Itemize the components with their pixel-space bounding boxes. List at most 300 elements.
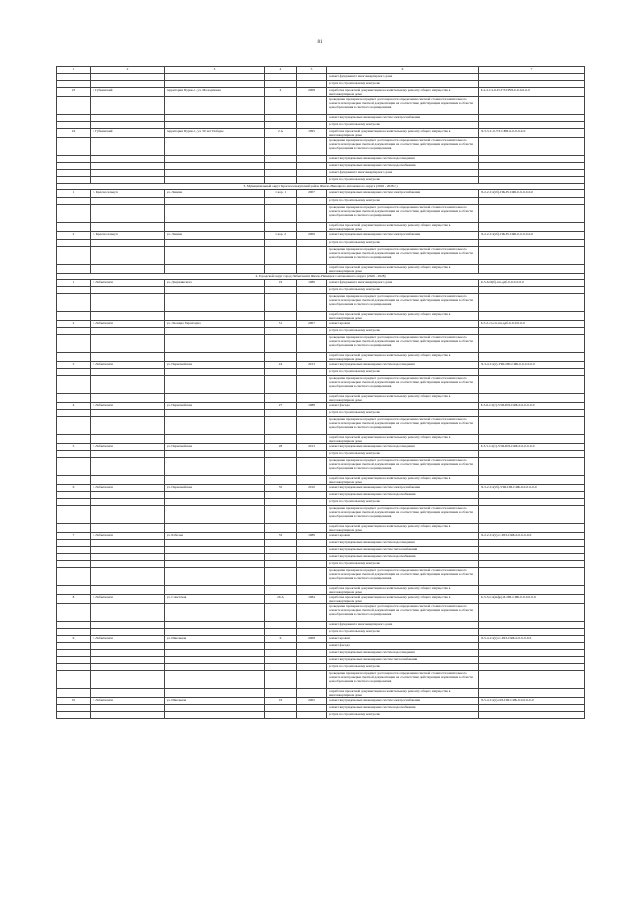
work-type xyxy=(327,223,479,232)
house-number xyxy=(265,403,297,410)
empty-cell xyxy=(297,163,327,170)
work-type xyxy=(327,712,479,719)
work-type-text: услуги по строительному контролю xyxy=(328,451,381,455)
building-code-text: П-5-4-Сл(т)-ОЛ-ПП-СЯБ-0-0-0-0-0-0 xyxy=(480,698,534,702)
building-row xyxy=(57,280,585,287)
empty-cell xyxy=(165,74,265,81)
settlement xyxy=(91,321,165,328)
work-type-text: услуги по строительному контролю xyxy=(328,240,381,244)
work-row xyxy=(57,435,585,444)
empty-cell xyxy=(165,547,265,554)
work-type-text: разработка проектной документации на капитальному ремонту общего имущества в многоквартирном доме xyxy=(328,223,451,231)
empty-cell xyxy=(265,568,297,586)
building-row xyxy=(57,403,585,410)
empty-cell xyxy=(297,476,327,485)
work-row xyxy=(57,328,585,335)
empty-cell xyxy=(297,97,327,115)
empty-cell xyxy=(265,163,297,170)
work-row xyxy=(57,353,585,362)
empty-cell xyxy=(57,312,91,321)
empty-cell xyxy=(265,376,297,394)
empty-cell xyxy=(265,177,297,184)
work-row xyxy=(57,198,585,205)
row-number-text: 7 xyxy=(72,533,75,537)
work-row xyxy=(57,664,585,671)
empty-cell xyxy=(165,622,265,629)
empty-cell xyxy=(165,561,265,568)
work-type xyxy=(327,586,479,595)
work-row xyxy=(57,394,585,403)
empty-cell xyxy=(57,524,91,533)
street-address xyxy=(165,403,265,410)
house-number-text: 2 А xyxy=(278,129,283,133)
work-type-text: ремонт внутридомовых инженерных систем электроснабжения xyxy=(328,698,420,702)
empty-cell xyxy=(479,115,585,122)
empty-cell xyxy=(57,394,91,403)
work-type xyxy=(327,524,479,533)
empty-cell xyxy=(265,115,297,122)
empty-cell xyxy=(297,247,327,265)
work-type xyxy=(327,312,479,321)
work-type xyxy=(327,376,479,394)
empty-cell xyxy=(297,540,327,547)
street-address xyxy=(165,595,265,604)
empty-cell xyxy=(57,294,91,312)
empty-cell xyxy=(297,622,327,629)
street-address xyxy=(165,232,265,240)
empty-cell xyxy=(165,586,265,595)
empty-cell xyxy=(57,650,91,657)
work-type xyxy=(327,287,479,294)
empty-cell xyxy=(479,604,585,622)
empty-cell xyxy=(165,689,265,698)
row-number-text: 3 xyxy=(72,362,75,366)
building-row xyxy=(57,636,585,643)
work-type-text: ремонт внутридомовых инженерных систем водоснабжения xyxy=(328,554,416,558)
settlement-text: г. Лабытнанги xyxy=(92,280,113,284)
work-type-text: ремонт внутридомовых инженерных систем водоотведения xyxy=(328,540,415,544)
work-row xyxy=(57,312,585,321)
work-type xyxy=(327,533,479,540)
empty-cell xyxy=(91,435,165,444)
empty-cell xyxy=(91,369,165,376)
empty-cell xyxy=(265,657,297,664)
building-code xyxy=(479,232,585,240)
empty-cell xyxy=(479,451,585,458)
empty-cell xyxy=(91,265,165,274)
work-type-text: проведение проверки на предмет достоверности определения сметной стоимости капитального ремонта или проверки сметной документации на соответствие действующим нормативам в области ценообразования в сметного нормирования xyxy=(328,205,473,218)
row-number xyxy=(57,444,91,451)
building-code xyxy=(479,444,585,451)
empty-cell xyxy=(57,376,91,394)
work-type-text: проведение проверки на предмет достоверности определения сметной стоимости капитального ремонта или проверки сметной документации на соответствие действующим нормативам в области ценообразования в сметного нормирования xyxy=(328,97,473,110)
empty-cell xyxy=(91,376,165,394)
empty-cell xyxy=(91,198,165,205)
empty-cell xyxy=(57,561,91,568)
work-row xyxy=(57,97,585,115)
building-code-text: Б-3-6-Сл(т)-УШ-ПП-СЯБ-0-0-0-0-0-0 xyxy=(480,403,535,407)
empty-cell xyxy=(297,643,327,650)
empty-cell xyxy=(479,81,585,88)
empty-cell xyxy=(479,177,585,184)
year-built xyxy=(297,403,327,410)
building-code-text: П-2-2-Сл(тб)-ПК-Н-СЯБ-0-0-0-0-0-0 xyxy=(480,190,534,194)
empty-cell xyxy=(57,451,91,458)
empty-cell xyxy=(479,554,585,561)
work-row xyxy=(57,410,585,417)
work-type-text: услуги по строительному контролю xyxy=(328,712,381,716)
year-built-text: 1984 xyxy=(308,595,315,599)
work-type xyxy=(327,74,479,81)
header-cell: 7 xyxy=(479,67,585,74)
work-row xyxy=(57,287,585,294)
building-code xyxy=(479,129,585,138)
empty-cell xyxy=(479,712,585,719)
header-cell: 3 xyxy=(165,67,265,74)
building-row xyxy=(57,698,585,705)
work-row xyxy=(57,705,585,712)
work-type xyxy=(327,604,479,622)
work-row xyxy=(57,223,585,232)
empty-cell xyxy=(57,417,91,435)
work-type xyxy=(327,294,479,312)
empty-cell xyxy=(265,499,297,506)
year-built-text: 1986 xyxy=(308,280,315,284)
empty-cell xyxy=(57,554,91,561)
row-number-text: 8 xyxy=(72,595,75,599)
empty-cell xyxy=(165,163,265,170)
work-row xyxy=(57,115,585,122)
work-row xyxy=(57,205,585,223)
house-number-text: 6 xyxy=(279,636,282,640)
empty-cell xyxy=(57,689,91,698)
empty-cell xyxy=(57,705,91,712)
building-row xyxy=(57,533,585,540)
building-code-text: П-2-2-Сл(тб)-ПК-Н-СЯБ-0-0-0-0-0-0 xyxy=(480,232,534,236)
empty-cell xyxy=(479,369,585,376)
empty-cell xyxy=(57,74,91,81)
empty-cell xyxy=(91,547,165,554)
empty-cell xyxy=(265,156,297,163)
work-row xyxy=(57,492,585,499)
empty-cell xyxy=(91,156,165,163)
empty-cell xyxy=(297,353,327,362)
empty-cell xyxy=(91,604,165,622)
work-type xyxy=(327,410,479,417)
row-number xyxy=(57,190,91,198)
work-type xyxy=(327,554,479,561)
street-address xyxy=(165,129,265,138)
empty-cell xyxy=(165,499,265,506)
work-row xyxy=(57,294,585,312)
empty-cell xyxy=(265,410,297,417)
work-type-text: услуги по строительному контролю xyxy=(328,177,381,181)
year-built-text: 2010 xyxy=(308,485,315,489)
building-code-text: К-5-6-П(б)-пп-ддб-0-0-0-0-0-0 xyxy=(480,280,524,284)
empty-cell xyxy=(479,394,585,403)
empty-cell xyxy=(479,586,585,595)
empty-cell xyxy=(57,81,91,88)
work-row xyxy=(57,170,585,177)
building-row xyxy=(57,444,585,451)
empty-cell xyxy=(165,458,265,476)
empty-cell xyxy=(265,335,297,353)
work-type xyxy=(327,506,479,524)
empty-cell xyxy=(265,604,297,622)
work-row xyxy=(57,671,585,689)
work-type xyxy=(327,417,479,435)
header-cell: 4 xyxy=(265,67,297,74)
house-number-text: 35 xyxy=(278,485,283,489)
empty-cell xyxy=(57,657,91,664)
empty-cell xyxy=(165,265,265,274)
row-number-text: 24 xyxy=(71,129,76,133)
empty-cell xyxy=(297,499,327,506)
empty-cell xyxy=(57,664,91,671)
work-type-text: проведение проверки на предмет достоверности определения сметной стоимости капитального ремонта или проверки сметной документации на соответствие действующим нормативам в области ценообразования в сметного нормирования xyxy=(328,417,473,430)
house-number xyxy=(265,362,297,369)
empty-cell xyxy=(91,74,165,81)
work-type xyxy=(327,435,479,444)
work-type-text: услуги по строительному контролю xyxy=(328,328,381,332)
empty-cell xyxy=(91,451,165,458)
empty-cell xyxy=(265,629,297,636)
work-row xyxy=(57,547,585,554)
work-type-text: проведение проверки на предмет достоверности определения сметной стоимости капитального ремонта или проверки сметной документации на соответствие действующим нормативам в области ценообразования в сметного нормирования xyxy=(328,506,473,519)
empty-cell xyxy=(297,138,327,156)
empty-cell xyxy=(297,657,327,664)
work-type xyxy=(327,129,479,138)
work-type-text: ремонт кровли xyxy=(328,636,350,640)
empty-cell xyxy=(265,265,297,274)
empty-cell xyxy=(165,650,265,657)
year-built-text: 1995 xyxy=(308,129,315,133)
empty-cell xyxy=(297,664,327,671)
work-type xyxy=(327,328,479,335)
work-type xyxy=(327,547,479,554)
settlement xyxy=(91,485,165,492)
work-type xyxy=(327,561,479,568)
empty-cell xyxy=(265,170,297,177)
empty-cell xyxy=(165,712,265,719)
work-type xyxy=(327,444,479,451)
empty-cell xyxy=(265,240,297,247)
empty-cell xyxy=(165,328,265,335)
work-row xyxy=(57,81,585,88)
work-row xyxy=(57,451,585,458)
work-type xyxy=(327,458,479,476)
empty-cell xyxy=(57,198,91,205)
work-type xyxy=(327,595,479,604)
empty-cell xyxy=(479,622,585,629)
empty-cell xyxy=(265,561,297,568)
empty-cell xyxy=(91,81,165,88)
work-type-text: ремонт внутридомовых инженерных систем водоотведения xyxy=(328,362,415,366)
empty-cell xyxy=(57,287,91,294)
empty-cell xyxy=(91,417,165,435)
settlement-text: г. Лабытнанги xyxy=(92,533,113,537)
empty-cell xyxy=(297,170,327,177)
empty-cell xyxy=(297,294,327,312)
empty-cell xyxy=(479,138,585,156)
settlement xyxy=(91,232,165,240)
year-built xyxy=(297,636,327,643)
work-type-text: проведение проверки на предмет достоверности определения сметной стоимости капитального ремонта или проверки сметной документации на соответствие действующим нормативам в области ценообразования в сметного нормирования xyxy=(328,247,473,260)
work-type xyxy=(327,485,479,492)
empty-cell xyxy=(297,223,327,232)
work-row xyxy=(57,657,585,664)
settlement xyxy=(91,403,165,410)
section-heading: 3. Муниципальный округ Красноселькупский район Ямало-Ненецкого автономного округа (2026 - 2028 г.) xyxy=(57,184,585,190)
empty-cell xyxy=(165,554,265,561)
empty-cell xyxy=(91,650,165,657)
settlement-text: г. Лабытнанги xyxy=(92,362,113,366)
street-address-text: ул. Рабочая xyxy=(166,533,183,537)
building-row xyxy=(57,190,585,198)
empty-cell xyxy=(297,240,327,247)
settlement-text: г. Лабытнанги xyxy=(92,636,113,640)
empty-cell xyxy=(297,586,327,595)
empty-cell xyxy=(265,689,297,698)
empty-cell xyxy=(479,97,585,115)
work-type-text: проведение проверки на предмет достоверности определения сметной стоимости капитального ремонта или проверки сметной документации на соответствие действующим нормативам в области ценообразования в сметного нормирования xyxy=(328,604,473,617)
work-row xyxy=(57,458,585,476)
building-row xyxy=(57,595,585,604)
work-type xyxy=(327,88,479,97)
empty-cell xyxy=(297,561,327,568)
empty-cell xyxy=(165,435,265,444)
house-number xyxy=(265,232,297,240)
empty-cell xyxy=(91,476,165,485)
empty-cell xyxy=(297,689,327,698)
settlement xyxy=(91,280,165,287)
empty-cell xyxy=(265,435,297,444)
empty-cell xyxy=(265,664,297,671)
work-type-text: разработка проектной документации на капитальному ремонту общего имущества в многоквартирном доме xyxy=(328,689,451,697)
header-cell: 1 xyxy=(57,67,91,74)
header-row xyxy=(57,67,585,74)
work-type xyxy=(327,499,479,506)
street-address xyxy=(165,533,265,540)
work-type-text: проведение проверки на предмет достоверности определения сметной стоимости капитального ремонта или проверки сметной документации на соответствие действующим нормативам в области ценообразования в сметного нормирования xyxy=(328,568,473,581)
work-type xyxy=(327,280,479,287)
empty-cell xyxy=(265,369,297,376)
year-built xyxy=(297,232,327,240)
building-row xyxy=(57,88,585,97)
empty-cell xyxy=(265,394,297,403)
work-type-text: ремонт внутридомовых инженерных систем водоснабжения xyxy=(328,492,416,496)
row-number-text: 1 xyxy=(72,280,75,284)
work-type-text: проведение проверки на предмет достоверности определения сметной стоимости капитального ремонта или проверки сметной документации на соответствие действующим нормативам в области ценообразования в сметного нормирования xyxy=(328,376,473,389)
building-code-text: Б-2-2-Сл-6-П-ТЭ/СВП-0-0-0-0-0-0 xyxy=(480,88,530,92)
work-row xyxy=(57,417,585,435)
work-type xyxy=(327,698,479,705)
work-type xyxy=(327,205,479,223)
building-row xyxy=(57,485,585,492)
empty-cell xyxy=(91,524,165,533)
empty-cell xyxy=(57,247,91,265)
building-code xyxy=(479,595,585,604)
work-row xyxy=(57,650,585,657)
empty-cell xyxy=(57,163,91,170)
empty-cell xyxy=(479,353,585,362)
street-address-text: ул. Школьная xyxy=(166,636,187,640)
row-number xyxy=(57,321,91,328)
work-type-text: разработка проектной документации на капитальному ремонту общего имущества в многоквартирном доме xyxy=(328,312,451,320)
building-code-text: К-3-3-Сл(шфр)-Б-ПП-СЯБ-0-0-0-0-0-0 xyxy=(480,595,536,599)
header-cell: 6 xyxy=(327,67,479,74)
empty-cell xyxy=(91,240,165,247)
building-code-text: Б-5-2-сл-сп-пп-ддб-0-0-0-0-0-0 xyxy=(480,321,525,325)
work-type xyxy=(327,657,479,664)
empty-cell xyxy=(297,156,327,163)
empty-cell xyxy=(57,335,91,353)
house-number xyxy=(265,129,297,138)
building-code-text: Б-3-5-Сл(т)-УШ-ПП-СЯБ-0-0-0-0-0-0 xyxy=(480,444,535,448)
empty-cell xyxy=(265,650,297,657)
street-address xyxy=(165,444,265,451)
empty-cell xyxy=(297,335,327,353)
year-built-text: 2002 xyxy=(308,698,315,702)
house-number xyxy=(265,444,297,451)
row-number xyxy=(57,595,91,604)
row-number-text: 2 xyxy=(72,321,75,325)
work-type-text: ремонт кровли xyxy=(328,533,350,537)
empty-cell xyxy=(57,643,91,650)
year-built xyxy=(297,321,327,328)
street-address xyxy=(165,88,265,97)
empty-cell xyxy=(479,568,585,586)
work-type-text: ремонт внутридомовых инженерных систем водоснабжения xyxy=(328,705,416,709)
work-type xyxy=(327,97,479,115)
empty-cell xyxy=(91,287,165,294)
year-built xyxy=(297,88,327,97)
settlement-text: г. Губкинский xyxy=(92,129,113,133)
empty-cell xyxy=(57,170,91,177)
empty-cell xyxy=(265,492,297,499)
empty-cell xyxy=(479,247,585,265)
work-type xyxy=(327,362,479,369)
empty-cell xyxy=(265,458,297,476)
street-address xyxy=(165,636,265,643)
row-number xyxy=(57,232,91,240)
empty-cell xyxy=(57,629,91,636)
empty-cell xyxy=(91,97,165,115)
empty-cell xyxy=(479,205,585,223)
building-code-text: П-3-4-Сл(т)-УШ-ПП-СЯБ-0-0-0-0-0-0 xyxy=(480,362,535,366)
empty-cell xyxy=(479,122,585,129)
empty-cell xyxy=(91,394,165,403)
empty-cell xyxy=(57,240,91,247)
empty-cell xyxy=(57,328,91,335)
empty-cell xyxy=(165,81,265,88)
settlement xyxy=(91,698,165,705)
work-type-text: ремонт внутридомовых инженерных систем теплоснабжения xyxy=(328,657,418,661)
empty-cell xyxy=(165,198,265,205)
row-number-text: 10 xyxy=(71,698,76,702)
work-type xyxy=(327,247,479,265)
empty-cell xyxy=(57,435,91,444)
work-type xyxy=(327,671,479,689)
empty-cell xyxy=(297,451,327,458)
empty-cell xyxy=(297,629,327,636)
empty-cell xyxy=(479,376,585,394)
work-row xyxy=(57,74,585,81)
work-type xyxy=(327,138,479,156)
settlement-text: г. Лабытнанги xyxy=(92,321,113,325)
empty-cell xyxy=(479,664,585,671)
empty-cell xyxy=(91,122,165,129)
